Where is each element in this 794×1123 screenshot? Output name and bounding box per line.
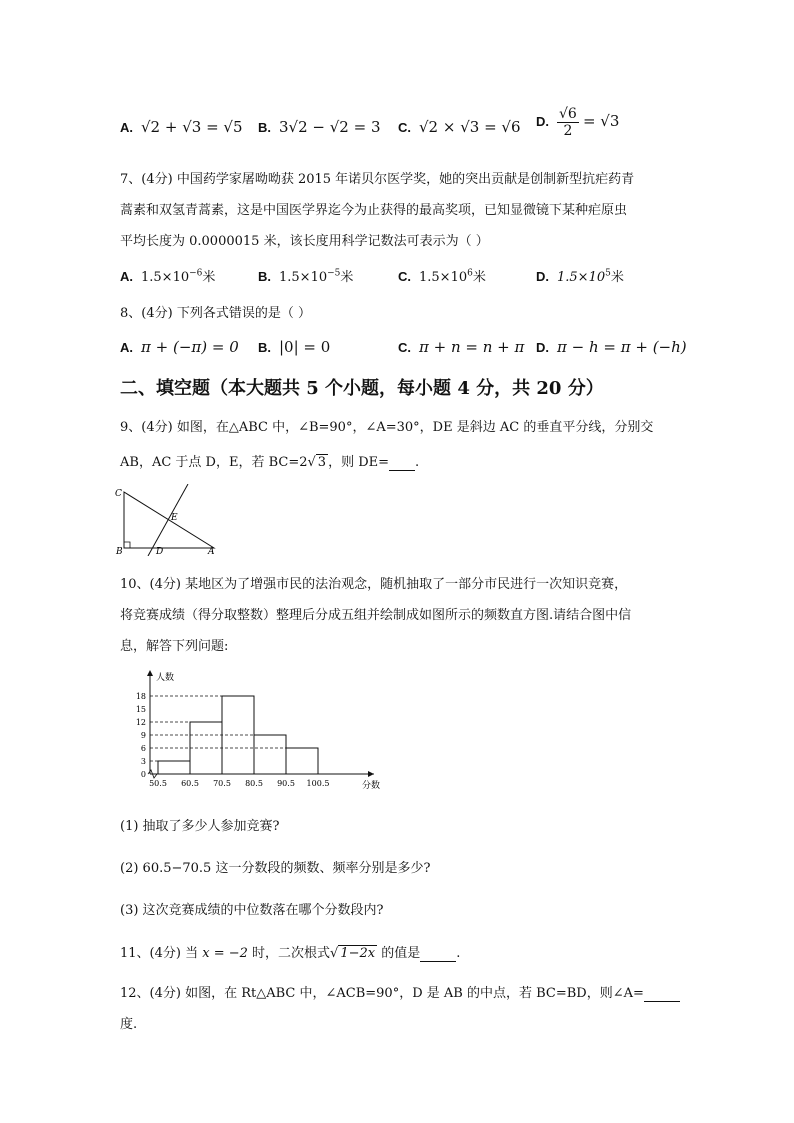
x-tick-label: 80.5 <box>245 779 263 788</box>
x-axis-arrow <box>368 771 374 777</box>
q10-sub-2: (2) 60.5−70.5 这一分数段的频数、频率分别是多少? <box>120 861 431 876</box>
section-title: 二、填空题（本大题共 5 个小题，每小题 4 分，共 20 分） <box>120 378 604 399</box>
q9-answer-blank[interactable] <box>389 455 415 471</box>
label-c: C <box>115 489 122 499</box>
q12-line-1: 12、(4分) 如图，在 Rt△ABC 中，∠ACB=90°，D 是 AB 的中点，若 BC=BD，则∠A= <box>120 982 680 1002</box>
q10-line-2: 将竞赛成绩（得分取整数）整理后分成五组并绘制成如图所示的频数直方图.请结合图中信 <box>120 608 632 623</box>
y-tick-label: 6 <box>140 744 146 753</box>
q6-option-a: A. √2 + √3 = √5 <box>120 118 243 136</box>
q12-line-2: 度. <box>120 1017 138 1032</box>
y-tick-label: 12 <box>135 718 146 727</box>
y-tick-label: 9 <box>140 731 146 740</box>
q8-option-c: C. π + n = n + π <box>398 338 525 356</box>
q12-answer-blank[interactable] <box>644 986 680 1002</box>
x-tick-label: 70.5 <box>213 779 231 788</box>
x-tick-label: 90.5 <box>277 779 295 788</box>
q7-line-3: 平均长度为 0.0000015 米，该长度用科学记数法可表示为（ ） <box>120 234 489 249</box>
q10-histogram <box>122 668 382 798</box>
q8-option-a: A. π + (−π) = 0 <box>120 338 239 356</box>
y-axis-label: 人数 <box>156 673 175 683</box>
y-tick-label: 0 <box>140 770 146 779</box>
q8-stem: 8、(4分) 下列各式错误的是（ ） <box>120 306 311 321</box>
q11-answer-blank[interactable] <box>420 946 456 962</box>
q10-sub-3: (3) 这次竞赛成绩的中位数落在哪个分数段内? <box>120 903 384 918</box>
label-d: D <box>156 547 164 556</box>
q10-sub-1: (1) 抽取了多少人参加竞赛? <box>120 819 280 834</box>
histogram-bar <box>286 748 318 774</box>
q7-line-1: 7、(4分) 中国药学家屠呦呦获 2015 年诺贝尔医学奖，她的突出贡献是创制新型抗疟药青 <box>120 172 635 187</box>
q6-option-d: D. $\frac{√6}{2}$ = √3 <box>536 106 620 139</box>
histogram-bar <box>254 735 286 774</box>
q10-line-1: 10、(4分) 某地区为了增强市民的法治观念，随机抽取了一部分市民进行一次知识竞赛， <box>120 577 628 592</box>
q7-line-2: 蒿素和双氢青蒿素，这是中国医学界迄今为止获得的最高奖项，已知显微镜下某种疟原虫 <box>120 203 628 218</box>
q8-option-d: D. π − h = π + (−h) <box>536 338 687 356</box>
q9-triangle-figure <box>112 484 222 556</box>
x-tick-label: 60.5 <box>181 779 199 788</box>
x-tick-label: 50.5 <box>149 779 167 788</box>
y-tick-label: 3 <box>140 757 146 766</box>
label-b: B <box>116 547 123 556</box>
q7-option-a: A. $1.5\times 10^{-6}$米 <box>120 268 216 285</box>
q6-option-c: C. √2 × √3 = √6 <box>398 118 521 136</box>
q10-line-3: 息，解答下列问题: <box>120 639 229 654</box>
histogram-bar <box>158 761 190 774</box>
y-axis-arrow <box>147 670 153 676</box>
y-tick-label: 15 <box>135 705 146 714</box>
y-tick-label: 18 <box>135 692 146 701</box>
x-axis-label: 分数 <box>362 781 381 791</box>
q6-option-b: B. 3√2 − √2 = 3 <box>258 118 381 136</box>
q7-option-c: C. $1.5\times 10^6$米 <box>398 268 486 285</box>
label-e: E <box>171 513 178 523</box>
label-a: A <box>208 547 215 556</box>
q8-option-b: B. |0| = 0 <box>258 338 331 356</box>
q9-line-2: AB，AC 于点 D，E，若 BC=2√ 3 ，则 DE= . <box>120 455 420 470</box>
x-tick-label: 100.5 <box>306 779 330 788</box>
q9-line-1: 9、(4分) 如图，在△ABC 中，∠B=90°，∠A=30°，DE 是斜边 AC 的垂直平分线，分别交 <box>120 420 654 435</box>
q7-option-b: B. $1.5\times 10^{-5}$米 <box>258 268 354 285</box>
q7-option-d: D. $1.5\times 10^5$米 <box>536 268 624 285</box>
q11-line: 11、(4分) 当 x = −2 时，二次根式√ 1−2x 的值是 . <box>120 946 461 961</box>
